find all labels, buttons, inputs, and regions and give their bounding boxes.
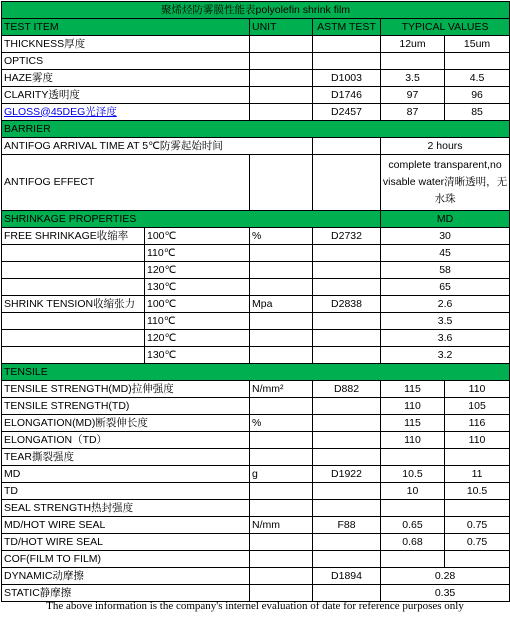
astm-code: D882 bbox=[313, 381, 381, 398]
footer-note: The above information is the company's internel evaluation of date for reference purposes only bbox=[46, 600, 464, 612]
table-row bbox=[2, 279, 510, 296]
md-value: 30 bbox=[381, 228, 510, 245]
value-15um: 10.5 bbox=[445, 483, 510, 500]
value-15um: 0.75 bbox=[445, 534, 510, 551]
table-row bbox=[2, 262, 510, 279]
table-row bbox=[2, 87, 510, 104]
unit-label: g bbox=[250, 466, 313, 483]
section-label: BARRIER bbox=[2, 121, 510, 138]
temp-label: 100℃ bbox=[145, 228, 250, 245]
value-12um: 3.5 bbox=[381, 70, 445, 87]
value-15um: 105 bbox=[445, 398, 510, 415]
header-test-item: TEST ITEM bbox=[2, 19, 250, 36]
table-row bbox=[2, 500, 510, 517]
row-label: ELONGATION（TD） bbox=[2, 432, 250, 449]
antifog-effect-value: complete transparent,no visable water清晰透明，无水珠 bbox=[381, 155, 510, 211]
value-15um: 85 bbox=[445, 104, 510, 121]
table-title: 聚烯烃防雾膜性能表polyolefin shrink film bbox=[2, 2, 510, 19]
value-15um: 96 bbox=[445, 87, 510, 104]
md-value: 3.2 bbox=[381, 347, 510, 364]
row-label: THICKNESS厚度 bbox=[2, 36, 250, 53]
section-label: TEAR撕裂强度 bbox=[2, 449, 250, 466]
unit-label: % bbox=[250, 228, 313, 245]
table-row bbox=[2, 53, 510, 70]
row-label: CLARITY透明度 bbox=[2, 87, 250, 104]
row-label: MD bbox=[2, 466, 250, 483]
value-12um: 110 bbox=[381, 398, 445, 415]
astm-code: D1894 bbox=[313, 568, 381, 585]
header-typical: TYPICAL VALUES bbox=[381, 19, 510, 36]
row-label: TENSILE STRENGTH(TD) bbox=[2, 398, 250, 415]
unit-label: Mpa bbox=[250, 296, 313, 313]
temp-label: 120℃ bbox=[145, 330, 250, 347]
antifog-time-value: 2 hours bbox=[381, 138, 510, 155]
astm-code: D2838 bbox=[313, 296, 381, 313]
value-15um: 116 bbox=[445, 415, 510, 432]
table-row bbox=[2, 381, 510, 398]
table-row bbox=[2, 296, 510, 313]
value-12um: 97 bbox=[381, 87, 445, 104]
table-row bbox=[2, 517, 510, 534]
astm-code: D1922 bbox=[313, 466, 381, 483]
temp-label: 110℃ bbox=[145, 313, 250, 330]
section-row-tensile bbox=[2, 364, 510, 381]
value-12um: 0.65 bbox=[381, 517, 445, 534]
table-row bbox=[2, 347, 510, 364]
unit-label: % bbox=[250, 415, 313, 432]
value-15um: 4.5 bbox=[445, 70, 510, 87]
astm-code: D1003 bbox=[313, 70, 381, 87]
astm-code: D1746 bbox=[313, 87, 381, 104]
header-unit: UNIT bbox=[250, 19, 313, 36]
row-label: ANTIFOG ARRIVAL TIME AT 5℃防雾起始时间 bbox=[2, 138, 313, 155]
section-label: SHRINKAGE PROPERTIES bbox=[2, 211, 381, 228]
table-row bbox=[2, 245, 510, 262]
temp-label: 120℃ bbox=[145, 262, 250, 279]
table-row bbox=[2, 70, 510, 87]
value-15um: 11 bbox=[445, 466, 510, 483]
md-value: 45 bbox=[381, 245, 510, 262]
row-label: ANTIFOG EFFECT bbox=[2, 155, 250, 211]
table-row bbox=[2, 534, 510, 551]
gloss-link[interactable]: GLOSS@45DEG光泽度 bbox=[4, 105, 117, 118]
row-label: TD/HOT WIRE SEAL bbox=[2, 534, 250, 551]
cof-value: 0.28 bbox=[381, 568, 510, 585]
table-row bbox=[2, 449, 510, 466]
row-label: MD/HOT WIRE SEAL bbox=[2, 517, 250, 534]
section-row-barrier bbox=[2, 121, 510, 138]
md-value: 2.6 bbox=[381, 296, 510, 313]
section-label: SEAL STRENGTH热封强度 bbox=[2, 500, 250, 517]
row-label: DYNAMIC动摩擦 bbox=[2, 568, 250, 585]
row-label: HAZE雾度 bbox=[2, 70, 250, 87]
temp-label: 100℃ bbox=[145, 296, 250, 313]
value-12um: 10.5 bbox=[381, 466, 445, 483]
value-12um: 10 bbox=[381, 483, 445, 500]
section-label: TENSILE bbox=[2, 364, 510, 381]
table-row bbox=[2, 585, 510, 602]
value-12um: 12um bbox=[381, 36, 445, 53]
table-row bbox=[2, 330, 510, 347]
section-label: OPTICS bbox=[2, 53, 250, 70]
md-value: 3.5 bbox=[381, 313, 510, 330]
temp-label: 130℃ bbox=[145, 347, 250, 364]
table-row bbox=[2, 415, 510, 432]
table-row bbox=[2, 483, 510, 500]
value-12um: 115 bbox=[381, 381, 445, 398]
header-row bbox=[2, 19, 510, 36]
table-row bbox=[2, 138, 510, 155]
spec-table bbox=[1, 1, 510, 602]
astm-code: F88 bbox=[313, 517, 381, 534]
unit-label: N/mm² bbox=[250, 381, 313, 398]
value-15um: 15um bbox=[445, 36, 510, 53]
row-label: STATIC静摩擦 bbox=[2, 585, 250, 602]
cof-value: 0.35 bbox=[381, 585, 510, 602]
table-row bbox=[2, 568, 510, 585]
astm-code: D2732 bbox=[313, 228, 381, 245]
unit-label: N/mm bbox=[250, 517, 313, 534]
value-12um: 110 bbox=[381, 432, 445, 449]
table-row bbox=[2, 36, 510, 53]
value-15um: 110 bbox=[445, 432, 510, 449]
table-row bbox=[2, 432, 510, 449]
table-row bbox=[2, 155, 510, 211]
value-15um: 0.75 bbox=[445, 517, 510, 534]
row-label: TD bbox=[2, 483, 250, 500]
table-row bbox=[2, 398, 510, 415]
table-row bbox=[2, 551, 510, 568]
header-astm: ASTM TEST bbox=[313, 19, 381, 36]
value-12um: 115 bbox=[381, 415, 445, 432]
row-label: ELONGATION(MD)断裂伸长度 bbox=[2, 415, 250, 432]
row-label: TENSILE STRENGTH(MD)拉伸强度 bbox=[2, 381, 250, 398]
md-value: 58 bbox=[381, 262, 510, 279]
section-label: COF(FILM TO FILM) bbox=[2, 551, 250, 568]
title-row bbox=[2, 2, 510, 19]
astm-code: D2457 bbox=[313, 104, 381, 121]
md-label: MD bbox=[381, 211, 510, 228]
value-12um: 0.68 bbox=[381, 534, 445, 551]
value-15um: 110 bbox=[445, 381, 510, 398]
table-row bbox=[2, 228, 510, 245]
row-label: SHRINK TENSION收缩张力 bbox=[2, 296, 145, 313]
section-row-shrinkage bbox=[2, 211, 510, 228]
value-12um: 87 bbox=[381, 104, 445, 121]
table-row bbox=[2, 104, 510, 121]
temp-label: 130℃ bbox=[145, 279, 250, 296]
md-value: 65 bbox=[381, 279, 510, 296]
md-value: 3.6 bbox=[381, 330, 510, 347]
table-row bbox=[2, 466, 510, 483]
table-row bbox=[2, 313, 510, 330]
temp-label: 110℃ bbox=[145, 245, 250, 262]
row-label: FREE SHRINKAGE收缩率 bbox=[2, 228, 145, 245]
